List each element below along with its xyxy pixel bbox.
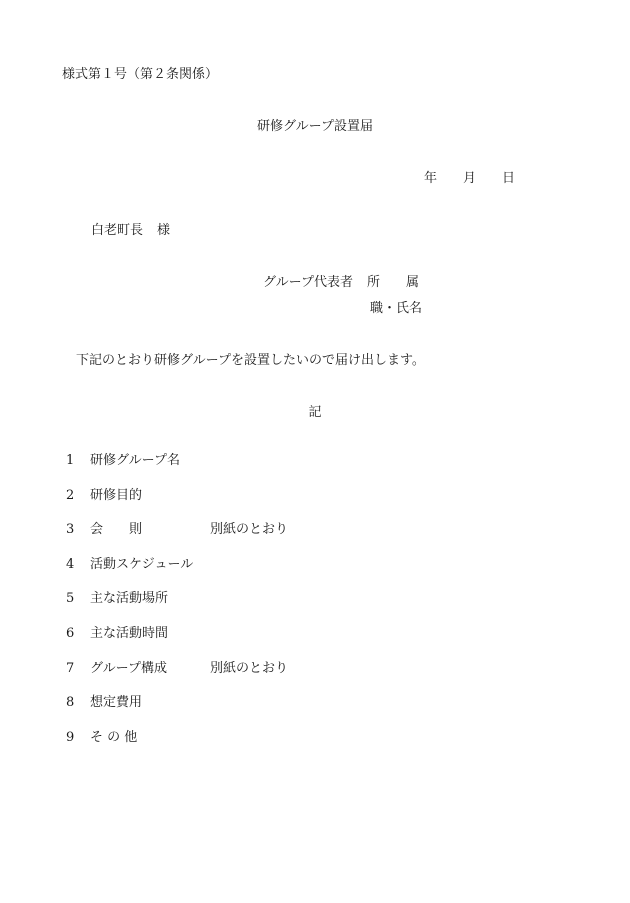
item-number: 6 (66, 626, 75, 641)
addressee-honorific: 様 (157, 223, 171, 238)
list-item (66, 453, 210, 469)
item-label: 主な活動場所 (90, 591, 169, 606)
item-number: 1 (66, 453, 75, 468)
item-label: 研修目的 (90, 488, 143, 503)
affiliation-char-1: 所 (366, 275, 380, 290)
list-item (66, 591, 210, 607)
list-item (66, 488, 210, 504)
item-number: 2 (66, 488, 75, 503)
list-item (66, 695, 210, 711)
item-label: 主な活動時間 (90, 626, 169, 641)
item-label: 会 則 (90, 522, 143, 537)
addressee (91, 223, 170, 239)
item-number: 7 (66, 661, 75, 676)
name-label: 職・氏名 (370, 301, 423, 316)
representative-line (263, 275, 419, 291)
item-note: 別紙のとおり (210, 661, 289, 676)
ki-heading: 記 (308, 405, 322, 420)
date-month: 月 (463, 171, 477, 186)
affiliation-char-2: 属 (405, 275, 419, 290)
item-number: 4 (66, 557, 75, 572)
date-line (424, 171, 515, 187)
list-item (66, 557, 210, 573)
item-label: 想定費用 (90, 695, 143, 710)
form-number: 様式第１号（第２条関係） (62, 67, 219, 82)
list-item (66, 661, 288, 677)
item-label: 研修グループ名 (90, 453, 180, 468)
date-year: 年 (424, 171, 438, 186)
list-item (66, 626, 210, 642)
item-label: 活動スケジュール (90, 557, 194, 572)
item-label: グループ構成 (90, 661, 167, 676)
date-day: 日 (502, 171, 516, 186)
item-number: 8 (66, 695, 75, 710)
item-note: 別紙のとおり (210, 522, 289, 537)
representative-label: グループ代表者 (263, 275, 353, 290)
document-title: 研修グループ設置届 (257, 119, 373, 134)
list-item (66, 730, 210, 746)
addressee-name: 白老町長 (91, 223, 144, 238)
body-text: 下記のとおり研修グループを設置したいので届け出します。 (76, 353, 425, 368)
item-number: 3 (66, 522, 75, 537)
item-number: 5 (66, 591, 75, 606)
list-item (66, 522, 288, 538)
item-number: 9 (66, 730, 75, 745)
item-label: そ の 他 (90, 730, 138, 745)
